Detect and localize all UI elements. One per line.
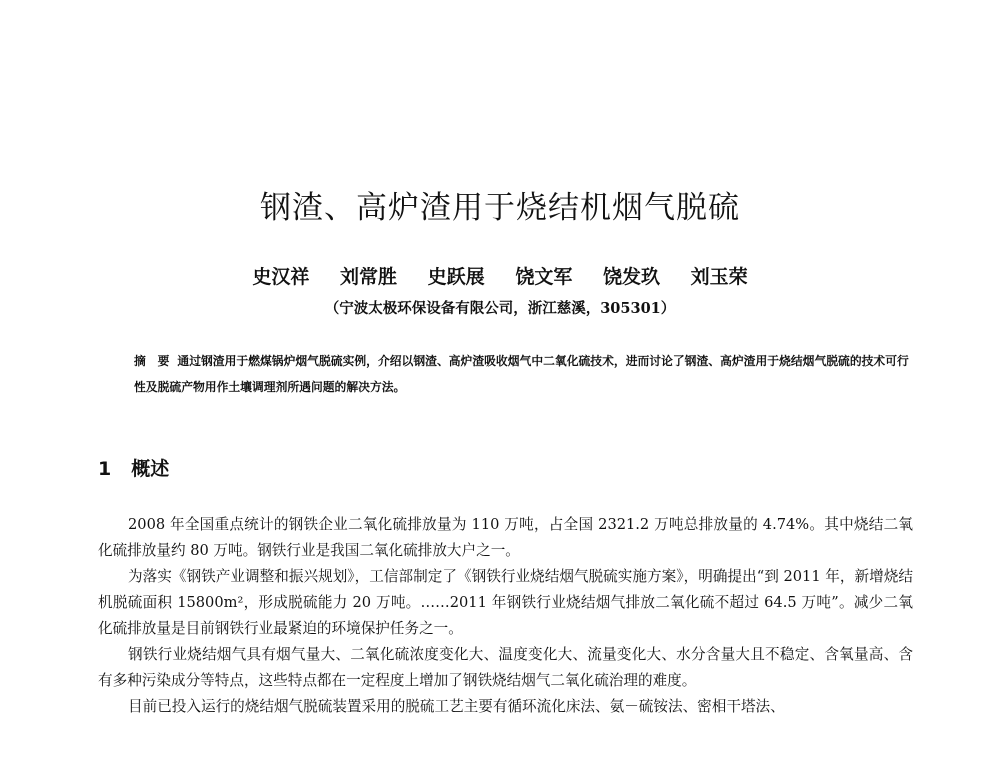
abstract: [134, 348, 914, 400]
author: 饶文军: [515, 266, 573, 288]
affiliation: （宁波太极环保设备有限公司，浙江慈溪，305301）: [324, 300, 676, 317]
author: 史汉祥: [252, 266, 310, 288]
paragraph: 钢铁行业烧结烟气具有烟气量大、二氧化硫浓度变化大、温度变化大、流量变化大、水分含量大且不稳定、含氧量高、含有多种污染成分等特点，这些特点都在一定程度上增加了钢铁烧结烟气二氧化硫治理的难度。: [98, 646, 913, 689]
author: 史跃展: [427, 266, 485, 288]
section-heading: [98, 454, 169, 481]
abstract-text: 通过钢渣用于燃煤锅炉烟气脱硫实例，介绍以钢渣、高炉渣吸收烟气中二氧化硫技术，进而讨论了钢渣、高炉渣用于烧结烟气脱硫的技术可行性及脱硫产物用作土壤调理剂所遇问题的解决方法。: [134, 354, 909, 394]
paragraph: 2008 年全国重点统计的钢铁企业二氧化硫排放量为 110 万吨，占全国 2321.2 万吨总排放量的 4.74%。其中烧结二氧化硫排放量约 80 万吨。钢铁行业是我国二氧化硫排放大户之一。: [98, 516, 913, 559]
section-title: 概述: [131, 458, 170, 480]
author-list: [0, 262, 1000, 289]
author: 刘常胜: [340, 266, 398, 288]
body-text: [98, 512, 913, 720]
paper-title: 钢渣、高炉渣用于烧结机烟气脱硫: [260, 190, 740, 226]
paragraph: 为落实《钢铁产业调整和振兴规划》，工信部制定了《钢铁行业烧结烟气脱硫实施方案》，明确提出“到 2011 年，新增烧结机脱硫面积 15800m²，形成脱硫能力 20 万吨。……2011 年钢铁行业烧结烟气排放二氧化硫不超过 64.5 万吨”。减少二氧化硫排放量是目前钢铁行业最紧迫的环境保护任务之一。: [98, 568, 913, 637]
paragraph: 目前已投入运行的烧结烟气脱硫装置采用的脱硫工艺主要有循环流化床法、氨－硫铵法、密相干塔法、: [128, 698, 785, 715]
abstract-label: 摘 要: [134, 354, 170, 368]
section-number: 1: [98, 458, 112, 480]
author: 刘玉荣: [690, 266, 748, 288]
author: 饶发玖: [602, 266, 660, 288]
